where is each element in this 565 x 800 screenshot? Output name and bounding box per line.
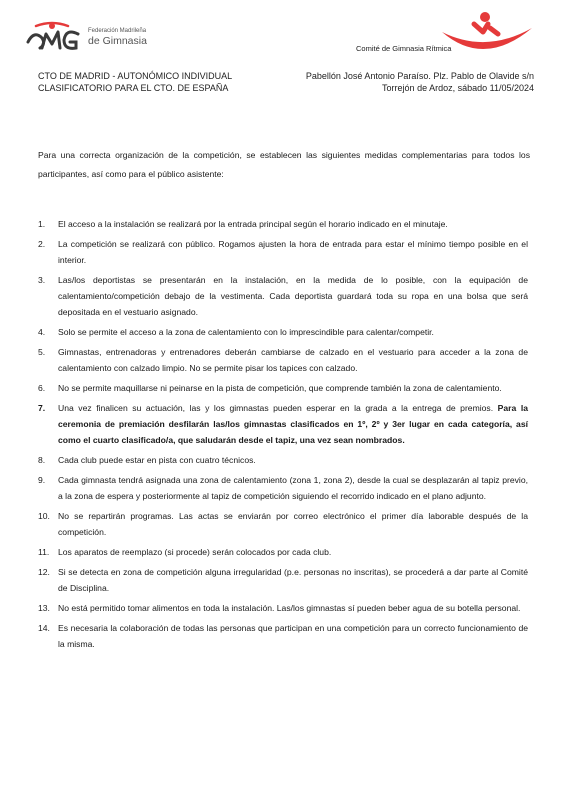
rule-text: Las/los deportistas se presentarán en la instalación, en la medida de lo posible, con la equipación de calentamiento/competición debajo de la vestimenta. Cada deportista guardará toda su ropa en una bolsa que será depositada en el vestuario asignado. <box>58 275 528 317</box>
rule-number: 10. <box>38 511 50 521</box>
list-item <box>38 472 528 504</box>
venue-line1: Pabellón José Antonio Paraíso. Plz. Pablo de Olavide s/n <box>305 71 534 81</box>
federation-logo <box>22 18 182 58</box>
list-item <box>38 236 528 268</box>
rule-number: 9. <box>38 475 46 485</box>
rule-text: Gimnastas, entrenadoras y entrenadores deberán cambiarse de calzado en el vestuario para acceder a la zona de calentamiento con calzado limpio. No se permite pisar los tapices con calzado. <box>58 347 528 373</box>
list-item <box>38 620 528 652</box>
rule-number: 11. <box>38 547 50 557</box>
committee-label: Comité de Gimnasia Rítmica <box>356 44 452 53</box>
federation-name-line1: Federación Madrileña <box>88 28 147 34</box>
rule-text: Solo se permite el acceso a la zona de calentamiento con lo imprescindible para calentar/competir. <box>58 327 434 337</box>
fmg-logo-icon <box>22 18 86 58</box>
rule-number: 14. <box>38 623 50 633</box>
list-item <box>38 400 528 448</box>
rule-text-bold: Para la ceremonia de premiación desfilarán las/los gimnastas clasificados en 1º, 2º y 3er lugar en cada categoría, así como el cuarto clasificado/a, que saludarán desde el tapiz, una vez sean nombrados. <box>58 403 529 445</box>
list-item <box>38 380 528 396</box>
rule-text: Cada club puede estar en pista con cuatro técnicos. <box>58 455 256 465</box>
rule-number: 6. <box>38 383 46 393</box>
event-title-line1: CTO DE MADRID - AUTONÓMICO INDIVIDUAL <box>38 71 233 81</box>
rule-number: 12. <box>38 567 50 577</box>
rule-text: Cada gimnasta tendrá asignada una zona de calentamiento (zona 1, zona 2), desde la cual se desplazarán al tapiz previo, a la zona de espera y posteriormente al tapiz de competición siguiendo el recorrido indicado en el plano adjunto. <box>58 475 528 501</box>
rule-number: 1. <box>38 219 46 229</box>
list-item <box>38 600 528 616</box>
rule-text: Si se detecta en zona de competición alguna irregularidad (p.e. personas no inscritas), se procederá a dar parte al Comité de Disciplina. <box>58 567 528 593</box>
list-item <box>38 564 528 596</box>
event-venue <box>306 70 534 94</box>
rule-text: Los aparatos de reemplazo (si procede) serán colocados por cada club. <box>58 547 332 557</box>
venue-date-line: Torrejón de Ardoz, sábado 11/05/2024 <box>382 83 534 93</box>
rule-number: 8. <box>38 455 46 465</box>
list-item <box>38 544 528 560</box>
rule-text: Es necesaria la colaboración de todas las personas que participan en una competición para un correcto funcionamiento de la misma. <box>58 623 528 649</box>
federation-name-line2: de Gimnasia <box>88 35 147 47</box>
intro-paragraph: Para una correcta organización de la competición, se establecen las siguientes medidas complementarias para todos los participantes, así como para el público asistente: <box>38 150 530 179</box>
list-item <box>38 508 528 540</box>
rule-number: 13. <box>38 603 50 613</box>
rule-number: 2. <box>38 239 46 249</box>
event-title-line2: CLASIFICATORIO PARA EL CTO. DE ESPAÑA <box>38 83 229 93</box>
rule-number: 3. <box>38 275 46 285</box>
rule-number: 7. <box>38 403 46 413</box>
rule-text: No está permitido tomar alimentos en toda la instalación. Las/los gimnastas sí pueden beber agua de su botella personal. <box>58 603 521 613</box>
rule-number: 4. <box>38 327 46 337</box>
rule-number: 5. <box>38 347 46 357</box>
list-item <box>38 272 528 320</box>
event-title <box>38 70 232 94</box>
rule-text: La competición se realizará con público. Rogamos ajusten la hora de entrada para estar el mínimo tiempo posible en el interior. <box>58 239 528 265</box>
rule-text: Una vez finalicen su actuación, las y los gimnastas pueden esperar en la grada a la entrega de premios. <box>58 403 494 413</box>
rule-text: No se repartirán programas. Las actas se enviarán por correo electrónico el primer día laborable después de la competición. <box>58 511 528 537</box>
rule-text: No se permite maquillarse ni peinarse en la pista de competición, que comprende también la zona de calentamiento. <box>58 383 502 393</box>
rules-list <box>38 216 528 656</box>
list-item <box>38 452 528 468</box>
rule-text: El acceso a la instalación se realizará por la entrada principal según el horario indicado en el minutaje. <box>58 219 448 229</box>
list-item <box>38 216 528 232</box>
list-item <box>38 324 528 340</box>
list-item <box>38 344 528 376</box>
